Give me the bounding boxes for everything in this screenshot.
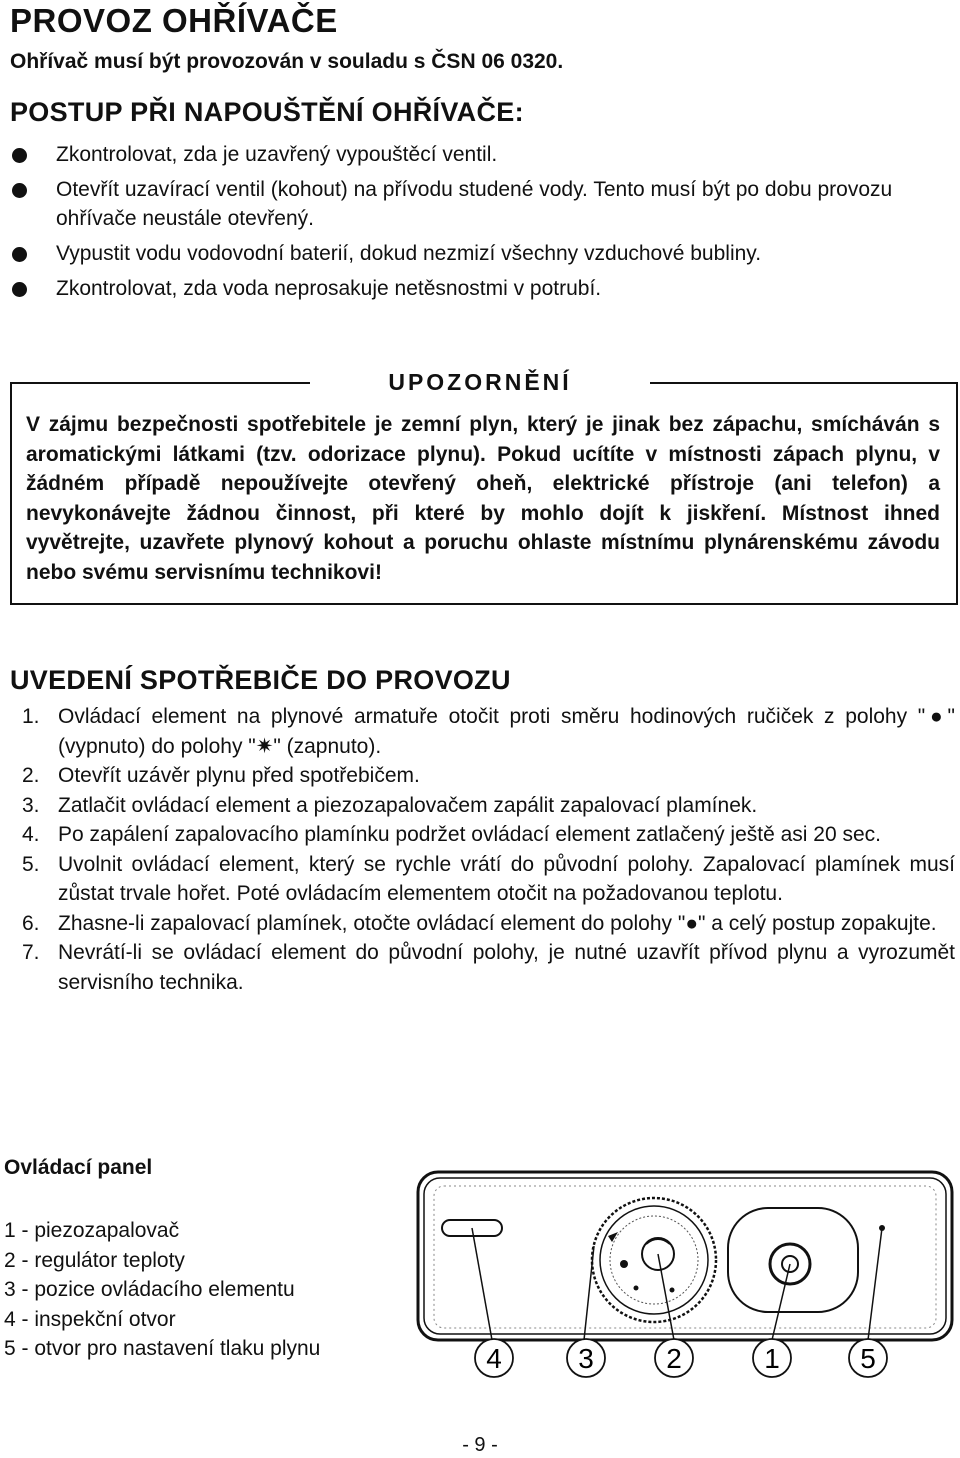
temperature-knob-icon [592,1198,716,1322]
list-item: Zkontrolovat, zda je uzavřený vypouštěcí ventil. [10,140,955,169]
step-item: 5. Uvolnit ovládací element, který se rychle vrátí do původní polohy. Zapalovací plamínek musí zůstat trvale hořet. Poté ovládacím elementem otočit na požadovanou teplotu. [22,852,955,905]
svg-text:1: 1 [764,1343,780,1374]
bullet-icon [12,183,27,198]
list-item: Otevřít uzavírací ventil (kohout) na přívodu studené vody. Tento musí být po dobu provozu ohřívače neustále otevřený. [10,175,955,233]
step-item: 2. Otevřít uzávěr plynu před spotřebičem. [22,764,420,787]
page-title: PROVOZ OHŘÍVAČE [10,2,338,39]
step-item: 1. Ovládací element na plynové armatuře otočit proti směru hodinových ručiček z polohy "●" (vypnuto) do polohy "✷" (zapnuto). [22,705,955,758]
step-item: 6. Zhasne-li zapalovací plamínek, otočte ovládací element do polohy "●" a celý postup zopakujte. [22,911,937,935]
callout-2 [655,1339,693,1377]
warning-text: V zájmu bezpečnosti spotřebitele je zemní plyn, který je jinak bez zápachu, smícháván s aromatickými látkami (tzv. odorizace plynu). Pokud ucítíte v místnosti zápach plynu, v žádném případě nepoužívejte otevřený oheň, elektrické přístroje (ani telefon) a nevykonávejte žádnou činnost, při které by mohlo dojít k jiskření. Místnost ihned vyvětrejte, uzavřete plynový kohout a poruchu ohlaste místnímu plynárenskému závodu nebo svému servisnímu technikovi! [26,413,940,584]
step-item: 7. Nevrátí-li se ovládací element do původní polohy, je nutné uzavřít přívod plynu a vyrozumět servisního technika. [22,941,955,994]
panel-heading: Ovládací panel [4,1156,153,1179]
control-panel-diagram [412,1168,960,1413]
startup-heading: UVEDENÍ SPOTŘEBIČE DO PROVOZU [10,665,511,695]
legend-item: 4 - inspekční otvor [4,1307,176,1331]
callout-5 [849,1339,887,1377]
page-number: - 9 - [462,1434,498,1456]
callout-3 [567,1339,605,1377]
legend-item: 5 - otvor pro nastavení tlaku plynu [4,1337,321,1360]
warning-title: UPOZORNĚNÍ [310,365,650,399]
svg-text:2: 2 [666,1343,682,1374]
svg-text:4: 4 [486,1343,502,1374]
list-item: Zkontrolovat, zda voda neprosakuje netěsnostmi v potrubí. [10,274,955,303]
step-item: 4. Po zapálení zapalovacího plamínku podržet ovládací element zatlačený ještě asi 20 sec. [22,823,881,846]
legend-item: 3 - pozice ovládacího elementu [4,1278,295,1301]
bullet-icon [12,282,27,297]
callout-4 [475,1339,513,1377]
startup-steps [10,702,955,997]
callout-1 [753,1339,791,1377]
step-item: 3. Zatlačit ovládací element a piezozapalovačem zapálit zapalovací plamínek. [22,793,758,817]
panel-legend [4,1216,320,1364]
filling-heading: POSTUP PŘI NAPOUŠTĚNÍ OHŘÍVAČE: [10,97,524,127]
list-item: Vypustit vodu vodovodní baterií, dokud nezmizí všechny vzduchové bubliny. [10,239,955,268]
norm-subtitle: Ohřívač musí být provozován v souladu s ČSN 06 0320. [10,50,564,73]
legend-item: 2 - regulátor teploty [4,1248,185,1272]
filling-list [10,140,955,309]
warning-section [10,365,958,605]
bullet-icon [12,148,27,163]
bullet-icon [12,247,27,262]
piezo-igniter-icon [728,1208,858,1312]
svg-text:3: 3 [578,1343,594,1374]
legend-item: 1 - piezozapalovač [4,1219,180,1242]
svg-text:5: 5 [860,1343,876,1374]
